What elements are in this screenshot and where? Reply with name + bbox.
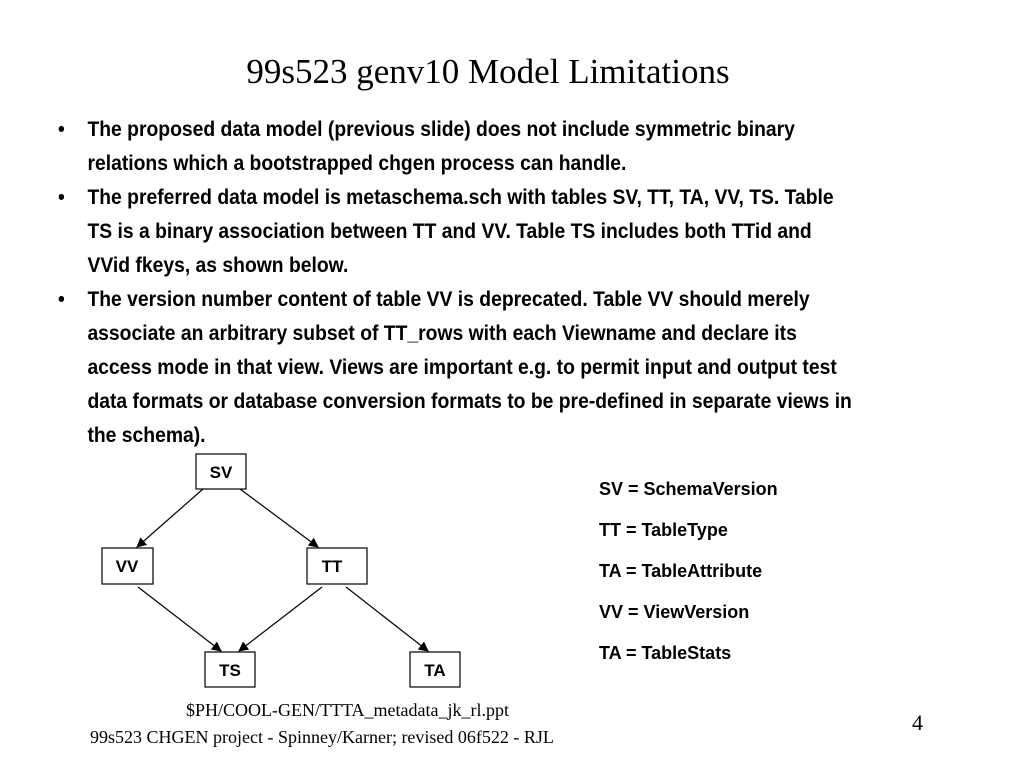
node-sv-label: SV — [209, 463, 233, 482]
edge-tt-ts — [239, 587, 322, 651]
node-sv — [196, 454, 246, 489]
bullet-marker: • — [58, 288, 65, 311]
legend-item: VV = ViewVersion — [599, 602, 750, 622]
node-ta — [410, 652, 460, 687]
edge-vv-ts — [138, 587, 221, 651]
node-tt — [307, 548, 367, 584]
legend-item: SV = SchemaVersion — [599, 479, 778, 499]
bullet-marker: • — [58, 186, 65, 209]
bullet-marker: • — [58, 118, 65, 141]
node-tt-label: TT — [321, 557, 343, 576]
edge-tt-ta — [346, 587, 428, 651]
node-vv-label: VV — [115, 557, 139, 576]
node-vv — [102, 548, 153, 584]
edge-sv-vv — [137, 489, 203, 547]
legend-item: TA = TableAttribute — [599, 561, 763, 581]
node-ta-label: TA — [424, 661, 446, 680]
footer-project-info: 99s523 CHGEN project - Spinney/Karner; revised 06f522 - RJL — [90, 727, 554, 747]
slide-title: 99s523 genv10 Model Limitations — [246, 52, 730, 91]
footer-file-path: $PH/COOL-GEN/TTTA_metadata_jk_rl.ppt — [186, 700, 509, 720]
edge-sv-tt — [240, 489, 318, 547]
bullet-text: The proposed data model (previous slide) does not include symmetric binary relations which a bootstrapped chgen process can handle. — [87, 118, 795, 175]
node-ts-label: TS — [219, 661, 241, 680]
bullet-text: The preferred data model is metaschema.sch with tables SV, TT, TA, VV, TS. Table TS is a binary association between TT and VV. Table TS includes both TTid and VVid fkeys, as shown below. — [87, 186, 834, 277]
page-number: 4 — [912, 710, 923, 735]
node-ts — [205, 652, 255, 687]
bullet-text: The version number content of table VV is deprecated. Table VV should merely associate an arbitrary subset of TT_rows with each Viewname and declare its access mode in that view. Views are important e.g. to permit input and output test data formats or database conversion formats to be pre-defined in separate views in the schema). — [87, 288, 852, 447]
abbreviation-legend — [599, 478, 778, 683]
legend-item: TA = TableStats — [599, 643, 732, 663]
legend-item: TT = TableType — [599, 520, 728, 540]
